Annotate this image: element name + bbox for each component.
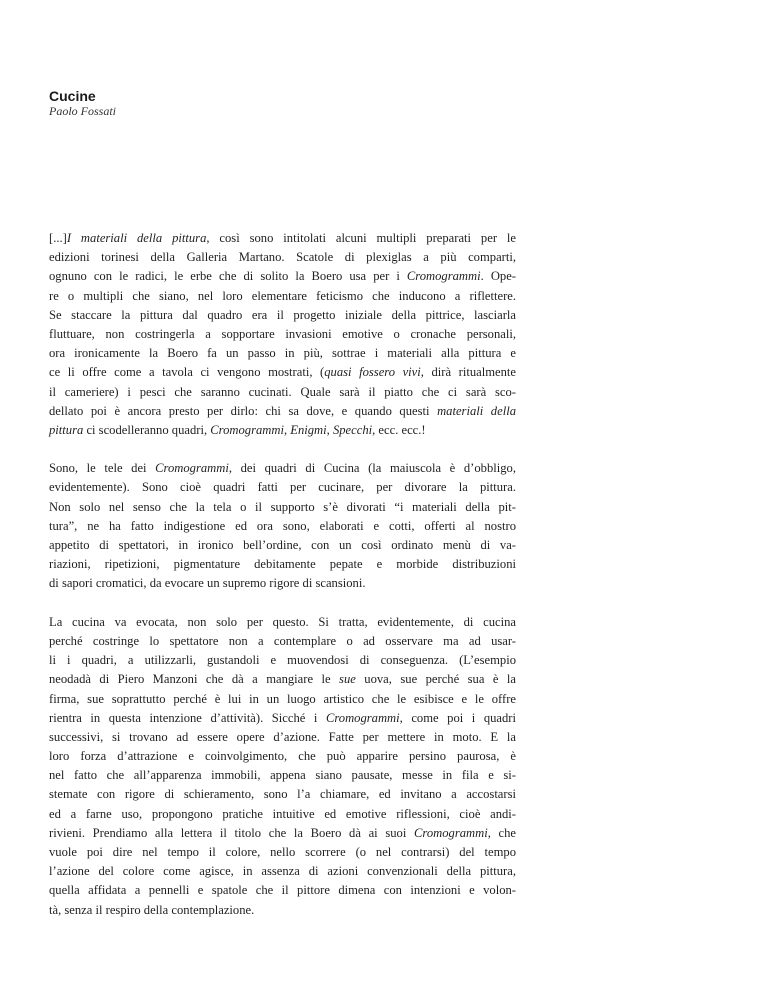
- text-run: vuole poi dire nel tempo il colore, nello scorrere (o nel contrarsi) del tempo: [49, 845, 516, 859]
- text-line: [49, 536, 516, 555]
- article-header: [49, 88, 116, 118]
- text-line: [49, 478, 516, 497]
- text-line: [49, 517, 516, 536]
- italic-text: Cromogrammi: [155, 461, 229, 476]
- text-line: [49, 785, 516, 804]
- text-run: ce li offre come a tavola ci vengono mostrati, (: [49, 365, 325, 380]
- text-line: [49, 402, 516, 421]
- text-run: evidentemente). Sono cioè quadri fatti per cucinare, per divorare la pittura.: [49, 480, 516, 495]
- text-run: rientra in questa intenzione d’attività). Sicché i: [49, 710, 326, 725]
- text-run: , così sono intitolati alcuni multipli preparati per le: [206, 231, 516, 245]
- article-author: Paolo Fossati: [49, 104, 117, 118]
- text-run: quella affidata a pennelli e spatole che il pittore dimena con intenzioni e volon-: [49, 883, 516, 898]
- italic-text: Enigmi: [290, 422, 327, 437]
- text-run: il cameriere) i pesci che saranno cucinati. Quale sarà il piatto che ci sarà sco-: [49, 384, 516, 399]
- text-run: successivi, si trovano ad essere opere d’azione. Fatte per mettere in moto. E la: [49, 729, 516, 744]
- text-line: [49, 306, 516, 325]
- text-line: [49, 574, 516, 593]
- text-line: [49, 383, 516, 402]
- text-run: ora ironicamente la Boero fa un passo in più, sottrae i materiali alla pittura e: [49, 346, 516, 361]
- text-run: ed a farne uso, propongono pratiche intuitive ed emotive riflessioni, cioè andi-: [49, 806, 516, 821]
- text-run: , ecc. ecc.!: [372, 422, 426, 437]
- text-run: [...]: [49, 231, 67, 245]
- text-line: [49, 824, 516, 843]
- text-line: [49, 690, 516, 709]
- text-run: ci scodelleranno quadri,: [83, 422, 211, 437]
- text-run: Non solo nel senso che la tela o il supporto s’è divorati “i materiali della pit-: [49, 499, 516, 514]
- text-run: uova, sue perché sua è la: [355, 672, 516, 687]
- text-run: , dei quadri di Cucina (la maiuscola è d’obbligo,: [228, 461, 516, 476]
- text-line: [49, 901, 516, 920]
- text-run: li i quadri, a utilizzarli, gustandoli e muovendosi di conseguenza. (L’esempio: [49, 653, 516, 668]
- text-run: perché costringe lo spettatore non a contemplare o ad osservare ma ad usar-: [49, 633, 516, 648]
- text-run: . Ope-: [480, 269, 516, 284]
- article-title: Cucine: [49, 88, 96, 104]
- text-run: ognuno con le radici, le erbe che di solito la Boero usa per i: [49, 269, 407, 284]
- text-run: dellato poi è ancora presto per dirlo: chi sa dove, e quando questi: [49, 403, 438, 418]
- text-run: , come poi i quadri: [399, 710, 516, 725]
- text-line: [49, 613, 516, 632]
- text-run: La cucina va evocata, non solo per questo. Si tratta, evidentemente, di cucina: [49, 614, 516, 629]
- italic-text: Cromogrammi: [414, 825, 488, 840]
- italic-text: Cromogrammi: [210, 422, 284, 437]
- text-line: [49, 267, 516, 286]
- italic-text: materiali della: [437, 403, 516, 418]
- text-run: riazioni, ripetizioni, pigmentature debitamente pepate e morbide distribuzioni: [49, 557, 516, 572]
- text-run: appetito di spettatori, in ironico bell’ordine, con un così ordinato menù di va-: [49, 538, 516, 552]
- italic-text: I materiali della pittura: [66, 231, 207, 245]
- text-line: [49, 862, 516, 881]
- text-line: [49, 709, 516, 728]
- text-run: fluttuare, non costringerla a sopportare invasioni emotive o cronache personali,: [49, 326, 516, 341]
- text-run: di sapori cromatici, da evocare un supremo rigore di scansioni.: [49, 576, 366, 591]
- text-run: edizioni torinesi della Galleria Martano. Scatole di plexiglas a più comparti,: [49, 250, 516, 265]
- text-line: [49, 344, 516, 363]
- text-line: [49, 325, 516, 344]
- text-run: neodadà di Piero Manzoni che dà a mangiare le: [49, 672, 340, 687]
- text-line: [49, 670, 516, 689]
- italic-text: Cromogrammi: [406, 269, 481, 284]
- text-line: [49, 248, 516, 267]
- text-run: Se staccare la pittura dal quadro era il progetto iniziale della pittrice, lasciarla: [49, 307, 516, 322]
- text-run: , dirà ritualmente: [420, 365, 516, 380]
- text-line: [49, 421, 516, 440]
- text-run: firma, sue soprattutto perché è lui in un luogo artistico che le esibisce e le offre: [49, 691, 516, 706]
- text-run: , che: [487, 825, 516, 840]
- text-line: [49, 881, 516, 900]
- text-run: nel fatto che all’apparenza immobili, appena siano pausate, messe in fila e si-: [49, 768, 516, 783]
- text-line: [49, 498, 516, 517]
- text-line: [49, 651, 516, 670]
- text-run: tura”, ne ha fatto indigestione ed ora sono, elaborati e cotti, offerti al nostro: [49, 518, 516, 533]
- paragraph: [49, 229, 516, 440]
- italic-text: sue: [339, 672, 356, 687]
- text-run: ,: [326, 422, 333, 437]
- text-run: l’azione del colore come agisce, in assenza di azioni convenzionali della pittura,: [49, 864, 516, 879]
- text-run: loro forza d’attrazione e coinvolgimento, che può apparire persino paurosa, è: [49, 749, 516, 764]
- article-body: [49, 229, 516, 920]
- paragraph: [49, 459, 516, 593]
- text-line: [49, 287, 516, 306]
- text-line: [49, 728, 516, 747]
- text-line: [49, 805, 516, 824]
- text-line: [49, 632, 516, 651]
- text-run: tà, senza il respiro della contemplazione.: [49, 902, 255, 917]
- text-line: [49, 766, 516, 785]
- text-line: [49, 229, 516, 248]
- paragraph: [49, 613, 516, 920]
- text-line: [49, 459, 516, 478]
- text-run: Sono, le tele dei: [49, 461, 156, 476]
- text-run: rivieni. Prendiamo alla lettera il titolo che la Boero dà ai suoi: [49, 825, 414, 840]
- italic-text: pittura: [49, 422, 84, 437]
- text-line: [49, 555, 516, 574]
- italic-text: quasi fossero vivi: [324, 365, 421, 380]
- text-line: [49, 747, 516, 766]
- text-run: stemate con rigore di schieramento, sono l’a chiamare, ed invitano a accostarsi: [49, 787, 516, 802]
- text-run: re o multipli che siano, nel loro elementare feticismo che inducono a riflettere.: [49, 288, 516, 303]
- text-line: [49, 843, 516, 862]
- italic-text: Specchi: [332, 422, 373, 437]
- text-line: [49, 363, 516, 382]
- text-run: ,: [283, 422, 291, 437]
- italic-text: Cromogrammi: [325, 710, 400, 725]
